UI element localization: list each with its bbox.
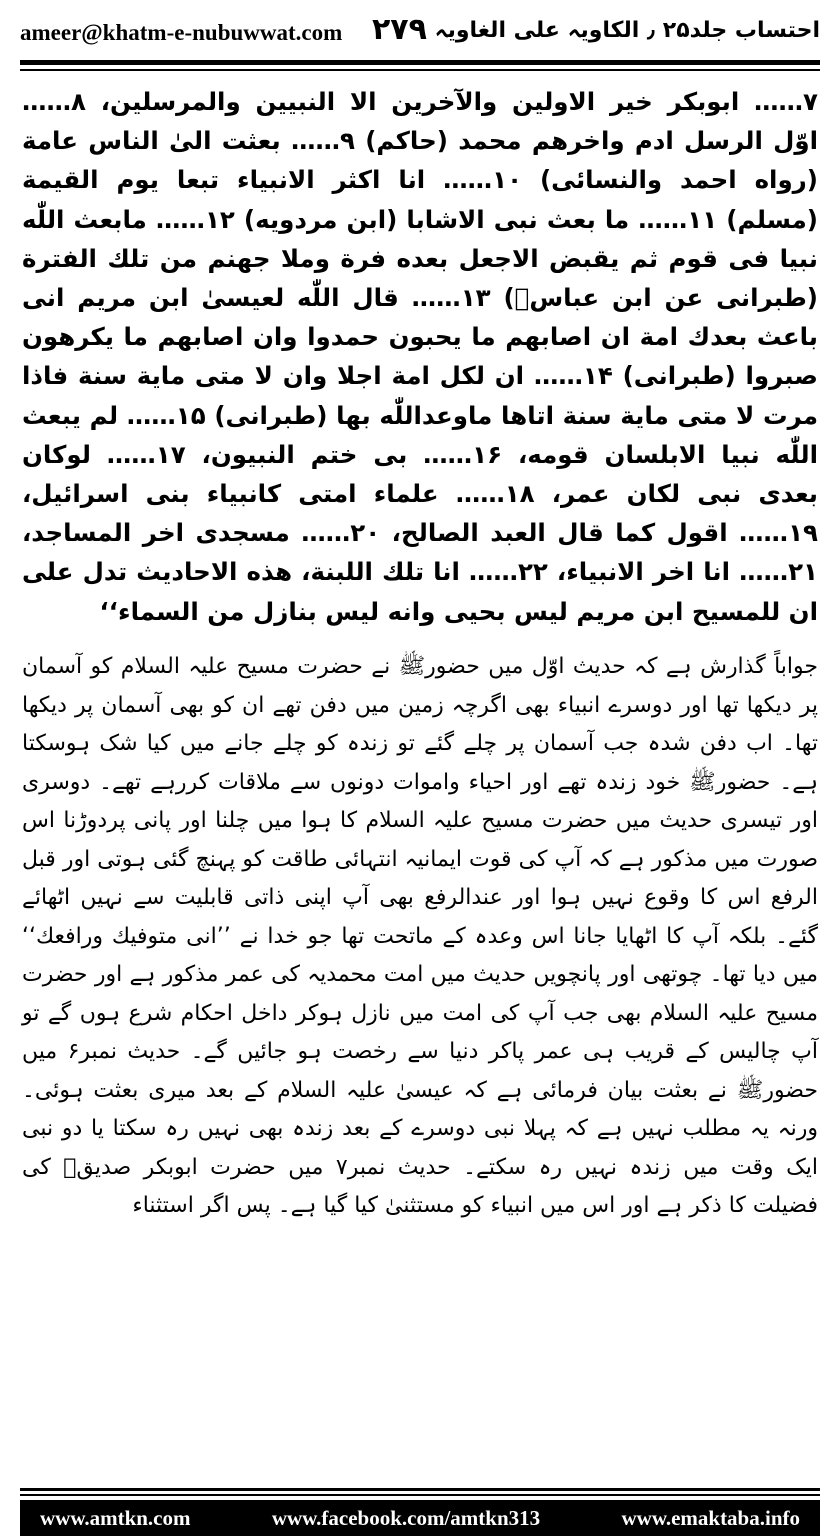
page-header	[20, 12, 820, 52]
footer-rule-thick	[20, 1488, 820, 1491]
book-title: احتساب جلد۲۵ ٫ الکاویہ علی الغاویہ	[434, 18, 820, 43]
header-rule-thin	[20, 69, 820, 71]
footer-link-emaktaba[interactable]: www.emaktaba.info	[621, 1505, 800, 1530]
header-email: ameer@khatm-e-nubuwwat.com	[20, 20, 343, 45]
arabic-hadith-list: ۷…… ابوبکر خیر الاولین والآخرین الا النبیین والمرسلین، ۸…… اوّل الرسل ادم واخرهم محمد (حاکم) ۹…… بعثت الیٰ الناس عامة (رواه احمد والنسائی) ۱۰…… انا اکثر الانبیاء تبعا یوم القیمة (مسلم) ۱۱…… ما بعث نبی الاشابا (ابن مردویه) ۱۲…… مابعث اللّٰه نبیا فی قوم ثم یقبض الاجعل بعده فرة وملا جهنم من تلك الفترة (طبرانی عن ابن عباسؓ) ۱۳…… قال اللّٰه لعیسیٰ ابن مریم انی باعث بعدك امة ان اصابهم ما یحبون حمدوا وان اصابهم ما یکرهون صبروا (طبرانی) ۱۴…… ان لکل امة اجلا وان لا متی مایة سنة فاذا مرت لا متی مایة سنة اتاها ماوعداللّٰه بها (طبرانی) ۱۵…… لم یبعث اللّٰه نبیا الابلسان قومه، ۱۶…… بی ختم النبیون، ۱۷…… لوکان بعدی نبی لکان عمر، ۱۸…… علماء امتی کانبیاء بنی اسرائیل، ۱۹…… اقول کما قال العبد الصالح، ۲۰…… مسجدی اخر المساجد، ۲۱…… انا اخر الانبیاء، ۲۲…… انا تلك اللبنة، هذه الاحادیث تدل علی ان للمسیح ابن مریم لیس بحیی وانه لیس بنازل من السماء‘‘	[22, 87, 819, 626]
footer-link-facebook[interactable]: www.facebook.com/amtkn313	[271, 1505, 541, 1530]
footer-rule-thin	[20, 1494, 820, 1496]
urdu-response-paragraph: جواباً گذارش ہے کہ حدیث اوّل میں حضورﷺ نے حضرت مسیح علیہ السلام کو آسمان پر دیکھا تھا اور دوسرے انبیاء بھی اگرچہ زمین میں دفن تھے ان کو بھی آسمان پر دیکھا تھا۔ اب دفن شدہ جب آسمان پر چلے گئے تو زندہ کو چلے جانے میں کیا شک ہوسکتا ہے۔ حضورﷺ خود زندہ تھے اور احیاء واموات دونوں سے ملاقات کررہے تھے۔ دوسری اور تیسری حدیث میں حضرت مسیح علیہ السلام کا ہوا میں چلنا اور پانی پردوڑنا اس صورت میں مذکور ہے کہ آپ کی قوت ایمانیہ انتہائی طاقت کو پہنچ گئی ہوتی اور قبل الرفع اس کا وقوع نہیں ہوا اور عندالرفع بھی آپ اپنی ذاتی قابلیت سے نہیں اٹھائے گئے۔ بلکہ آپ کا اٹھایا جانا اس وعدہ کے ماتحت تھا جو خدا نے ’’انی متوفیك ورافعك‘‘ میں دیا تھا۔ چوتھی اور پانچویں حدیث میں امت محمدیہ کی عمر مذکور ہے اور حضرت مسیح علیہ السلام بھی جب آپ کی امت میں نازل ہوکر داخل احکام شرع ہوں گے تو آپ چالیس کے قریب ہی عمر پاکر دنیا سے رخصت ہو جائیں گے۔ حدیث نمبر۶ میں حضورﷺ نے بعثت بیان فرمائی ہے کہ عیسیٰ علیہ السلام کے بعد میری بعثت ہوئی۔ ورنہ یہ مطلب نہیں ہے کہ پہلا نبی دوسرے کے بعد زندہ بھی نہیں رہ سکتا یا دو نبی ایک وقت میں زندہ نہیں رہ سکتے۔ حدیث نمبر۷ میں حضرت ابوبکر صدیقؓ کی فضیلت کا ذکر ہے اور اس میں انبیاء کو مستثنیٰ کیا گیا ہے۔ پس اگر استثناء	[22, 654, 818, 1218]
footer-link-amtkn[interactable]: www.amtkn.com	[40, 1505, 191, 1530]
header-rule-thick	[20, 60, 820, 65]
footer-bar	[20, 1500, 820, 1536]
page-number: ۲۷۹	[372, 12, 427, 47]
